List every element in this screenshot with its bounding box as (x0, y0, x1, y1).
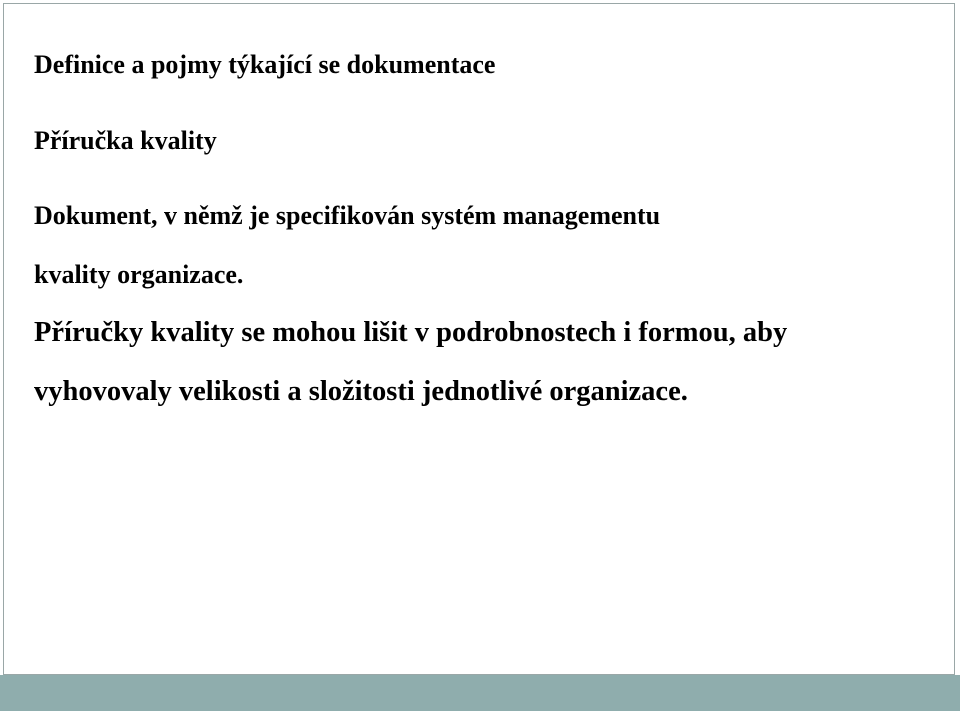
definition-line-1: Dokument, v němž je specifikován systém managementu (34, 201, 661, 230)
note-line-1: Příručky kvality se mohou lišit v podrobnostech i formou, aby (34, 317, 788, 348)
footer-bar (0, 675, 960, 711)
definition-paragraph (34, 186, 660, 304)
slide-subtitle: Příručka kvality (34, 126, 217, 155)
slide-title: Definice a pojmy týkající se dokumentace (34, 50, 496, 79)
definition-line-2: kvality organizace. (34, 260, 244, 289)
note-paragraph (34, 303, 787, 421)
note-line-2: vyhovovaly velikosti a složitosti jednotlivé organizace. (34, 376, 688, 407)
